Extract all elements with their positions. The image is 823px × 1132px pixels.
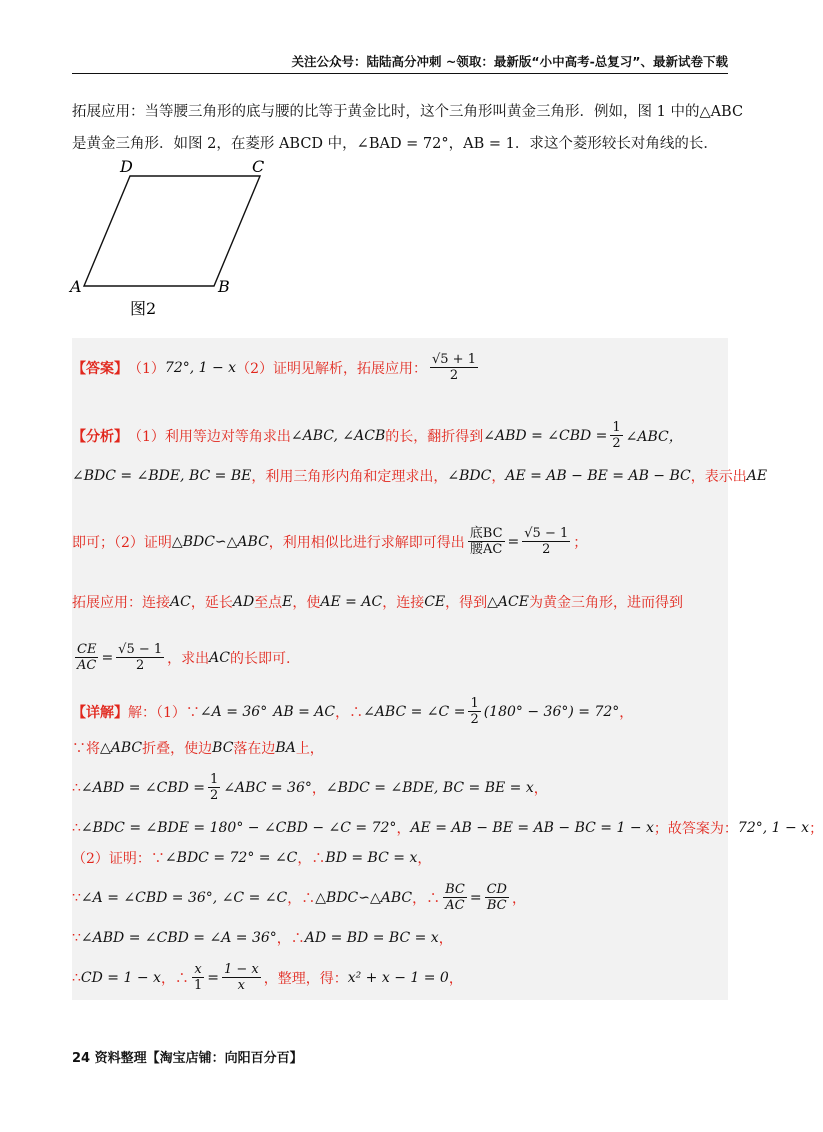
detail-text: ， [448,970,463,987]
fraction-denominator: 2 [470,712,479,727]
fraction [116,642,164,673]
fraction-denominator: 2 [210,788,219,803]
fraction-numerator: CE [77,642,97,657]
fraction-numerator: x [194,962,202,977]
detail-text: ∴ [72,969,81,986]
equals-sign: = [507,533,520,550]
math-expr: AC [170,594,191,610]
fraction-numerator: 1 [612,420,621,435]
fraction-numerator: √5 − 1 [118,642,163,657]
math-expr: △ABC [100,740,143,756]
detail-line-4 [72,818,823,838]
detail-text: ∵ [72,889,81,906]
detail-text: ， [511,890,526,907]
analysis-text: 即可；（2）证明 [72,534,172,551]
analysis-text: ，求出 [167,650,210,667]
analysis-line-3 [72,526,587,557]
analysis-text: ，延长 [190,595,233,611]
math-expr: x² + x − 1 = 0 [347,969,449,986]
detail-text: ， [417,851,432,867]
detail-text: ∴ [72,820,81,836]
math-expr: AE = AB − BE = AB − BC = 1 − x [410,820,654,836]
fraction [222,962,261,993]
analysis-text: 至点 [254,595,283,611]
analysis-text: 的长，翻折得到 [385,428,484,445]
rhombus-figure [64,156,264,326]
page-header: 关注公众号：陆陆高分冲刺 ~领取：最新版“小中高考-总复习”、最新试卷下载 [291,54,728,69]
fraction-denominator: AC [445,898,465,913]
fraction-denominator: BC [486,898,507,913]
math-expr: ∠BDC = 72° = ∠C [164,850,298,866]
math-expr: CE [424,594,446,610]
math-expr: △BDC∽△ABC [315,889,413,906]
fraction-numerator: 1 [470,696,479,711]
math-expr: CD = 1 − x [80,969,161,986]
figure-caption: 图2 [130,299,157,318]
fraction-numerator: 底BC [469,526,503,541]
math-expr: ∠BDC = ∠BDE, BC = BE [72,468,252,484]
fraction-numerator: BC [445,882,465,897]
fraction-denominator: 腰AC [469,542,503,557]
header-divider [72,73,728,74]
detail-line-3 [72,772,548,803]
math-expr: (180° − 36°) = 72° [483,703,620,720]
equals-sign: = [207,969,219,986]
fraction-denominator: 2 [612,436,621,451]
detail-line-2 [72,738,324,758]
equals-sign: = [469,889,482,906]
analysis-text: 拓展应用：连接 [72,595,170,611]
answer-line [72,352,481,383]
footer-text: 资料整理【淘宝店铺：向阳百分百】 [94,1051,303,1066]
detail-line-1 [72,696,633,727]
math-expr: BD = BC = x [325,850,418,866]
fraction [522,526,570,557]
math-expr: AC [209,649,230,666]
math-expr: ∠BDC = ∠BDE = 180° − ∠CBD − ∠C = 72° [80,820,397,836]
math-expr: AE = AC [320,594,383,610]
detail-text: ， [533,780,548,797]
label-c: C [252,157,265,176]
fraction [75,642,98,673]
page-footer [72,1047,303,1066]
analysis-line-5 [72,642,290,673]
analysis-text: ，得到 [445,595,488,611]
analysis-text: ，利用相似比进行求解即可得出 [268,534,465,551]
detail-text: ，整理，得： [263,970,348,987]
detail-line-5 [72,848,431,868]
math-expr: BA [275,740,296,756]
fraction-denominator: 2 [449,368,459,383]
detail-text: ，∴ [287,890,316,907]
detail-text: ， [619,704,634,721]
analysis-line-2 [72,466,767,486]
label-d: D [120,157,133,176]
detail-text: 上， [295,741,324,757]
equals-sign: = [101,649,114,666]
analysis-text: ，表示出 [690,469,747,485]
intro-line-1: 拓展应用：当等腰三角形的底与腰的比等于黄金比时，这个三角形叫黄金三角形．例如，图 1 中的△ABC [72,104,744,120]
detail-text: 落在边 [233,741,276,757]
math-expr: AD = BD = BC = x [304,930,439,946]
analysis-text: ，利用三角形内角和定理求出， [251,469,448,485]
analysis-line-1 [72,420,683,451]
analysis-text: ； [573,534,588,551]
math-expr: ∠ABC = ∠C = [363,703,466,720]
analysis-tag: 【分析】 [72,428,128,445]
detail-text: ∴ [72,779,81,796]
math-expr: ∠BDC [447,468,492,484]
detail-text: ∵将 [72,741,100,757]
detail-text: ∵ [72,930,81,946]
analysis-text: 的长即可. [229,650,291,667]
fraction [468,696,480,727]
math-expr: ∠ABD = ∠CBD = [483,427,608,444]
fraction-numerator: 1 − x [223,962,259,977]
page-number: 24 [72,1051,91,1066]
math-expr: ∠BDC = ∠BDE, BC = BE = x [325,779,534,796]
fraction [485,882,509,913]
label-a: A [70,277,82,296]
detail-text: ， [438,931,453,947]
detail-text: ，∴ [276,931,305,947]
detail-text: ，∴ [297,851,326,867]
fraction-numerator: √5 + 1 [432,352,476,367]
detail-text: 折叠，使边 [142,741,213,757]
fraction-denominator: x [237,978,245,993]
analysis-text: （1）利用等边对等角求出 [128,428,291,445]
math-expr: 72°, 1 − x [737,820,810,836]
fraction-numerator: 1 [210,772,219,787]
intro-line-2: 是黄金三角形．如图 2，在菱形 ABCD 中，∠BAD = 72°，AB = 1．求这个菱形较长对角线的长． [72,136,718,152]
detail-text: ；故答案为： [653,821,738,837]
math-expr: ∠ABD = ∠CBD = ∠A = 36° [80,930,277,946]
fraction [192,962,204,993]
fraction-denominator: AC [77,658,97,673]
math-expr: E [282,594,293,610]
detail-text: ，∴ [335,704,364,721]
math-expr: ∠A = 36° [199,703,268,720]
answer-part1: （1） [128,360,165,377]
answer-tag: 【答案】 [72,360,128,377]
fraction-numerator: √5 − 1 [524,526,569,541]
analysis-text: ，使 [292,595,321,611]
math-expr: △BDC∽△ABC [171,533,269,550]
math-expr: ∠ABC = 36° [223,779,312,796]
analysis-text: 为黄金三角形，进而得到 [528,595,683,611]
analysis-text: ，连接 [382,595,425,611]
fraction-denominator: 1 [193,978,203,993]
rhombus-shape [84,176,260,286]
detail-text: ，∴ [160,970,189,987]
fraction-denominator: 2 [542,542,551,557]
fraction [443,882,467,913]
answer-value1: 72°, 1 − x [164,359,237,376]
detail-tag: 【详解】 [72,704,128,721]
answer-fraction [430,352,478,383]
detail-text: ； [809,821,823,837]
math-expr: ∠A = ∠CBD = 36°, ∠C = ∠C [80,889,288,906]
detail-text: ，∴ [412,890,441,907]
analysis-line-4 [72,592,683,612]
math-expr: AD [232,594,255,610]
math-expr: ∠ABC, ∠ACB [290,427,386,444]
math-expr: AE [746,468,768,484]
rhombus-diagram [64,156,264,326]
math-expr: ∠ABC， [625,428,683,445]
math-expr: ∠ABD = ∠CBD = [80,779,206,796]
detail-line-6 [72,882,526,913]
detail-line-8 [72,962,463,993]
detail-text: ， [396,821,411,837]
fraction [468,526,505,557]
fraction-numerator: CD [486,882,507,897]
detail-text: （2）证明：∵ [72,851,165,867]
detail-text: ， [311,780,326,797]
fraction-denominator: 2 [136,658,145,673]
fraction [610,420,622,451]
detail-text: 解：（1）∵ [128,704,200,721]
detail-line-7 [72,928,453,948]
math-expr: BC [212,740,234,756]
math-expr: AE = AB − BE = AB − BC [505,468,691,484]
analysis-text: ， [491,469,506,485]
math-expr: AB = AC [273,703,336,720]
extension-problem [72,96,744,160]
math-expr: △ACE [487,594,529,610]
label-b: B [218,277,230,296]
answer-part2: （2）证明见解析，拓展应用： [236,360,427,377]
fraction [208,772,220,803]
